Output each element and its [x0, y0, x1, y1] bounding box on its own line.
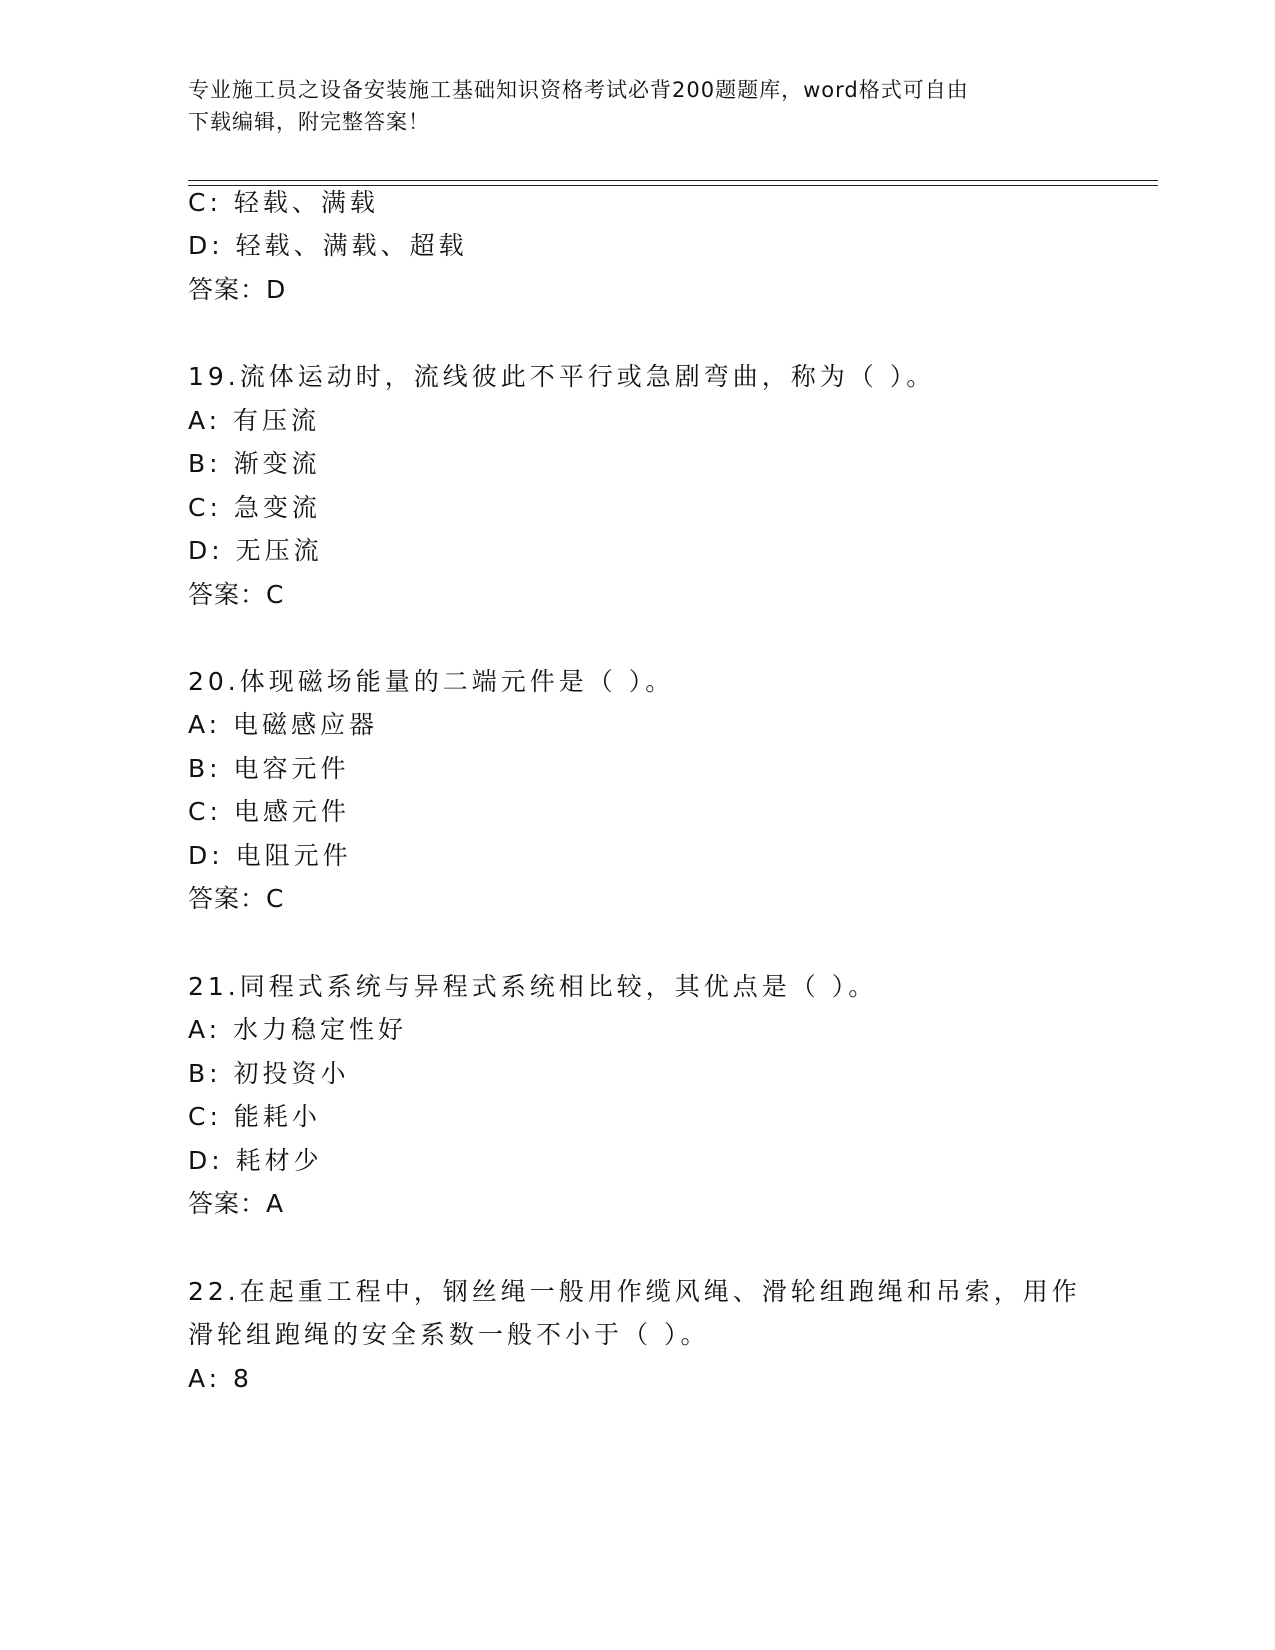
q21-answer: 答案：A	[188, 1189, 285, 1218]
header-title-line-1: 专业施工员之设备安装施工基础知识资格考试必背200题题库，word格式可自由	[188, 78, 969, 102]
q19-option-a: A: 有压流	[188, 406, 321, 435]
q19-stem: 19.流体运动时，流线彼此不平行或急剧弯曲，称为（ ）。	[188, 362, 936, 391]
q18-option-d: D: 轻载、满载、超载	[188, 231, 468, 260]
q20-option-a: A: 电磁感应器	[188, 710, 379, 739]
q21-option-b: B: 初投资小	[188, 1059, 350, 1088]
q19-option-d: D: 无压流	[188, 536, 323, 565]
q19-answer: 答案：C	[188, 580, 285, 609]
q19-option-c: C: 急变流	[188, 493, 321, 522]
header-title-line-2: 下载编辑，附完整答案！	[188, 110, 430, 134]
q21-option-a: A: 水力稳定性好	[188, 1015, 408, 1044]
q20-option-c: C: 电感元件	[188, 797, 350, 826]
q22-option-a: A: 8	[188, 1364, 253, 1393]
q21-stem: 21.同程式系统与异程式系统相比较，其优点是（ ）。	[188, 972, 878, 1001]
q21-option-c: C: 能耗小	[188, 1102, 321, 1131]
document-header	[188, 74, 1088, 138]
q18-option-c: C: 轻载、满载	[188, 188, 379, 217]
q22-stem-line-1: 22.在起重工程中，钢丝绳一般用作缆风绳、滑轮组跑绳和吊索，用作	[188, 1277, 1081, 1306]
q20-option-b: B: 电容元件	[188, 754, 350, 783]
q20-stem: 20.体现磁场能量的二端元件是（ ）。	[188, 667, 675, 696]
q21-option-d: D: 耗材少	[188, 1146, 323, 1175]
q22-stem-line-2: 滑轮组跑绳的安全系数一般不小于（ ）。	[188, 1320, 710, 1349]
q20-option-d: D: 电阻元件	[188, 841, 352, 870]
q18-answer: 答案：D	[188, 275, 287, 304]
q19-option-b: B: 渐变流	[188, 449, 321, 478]
q20-answer: 答案：C	[188, 884, 285, 913]
